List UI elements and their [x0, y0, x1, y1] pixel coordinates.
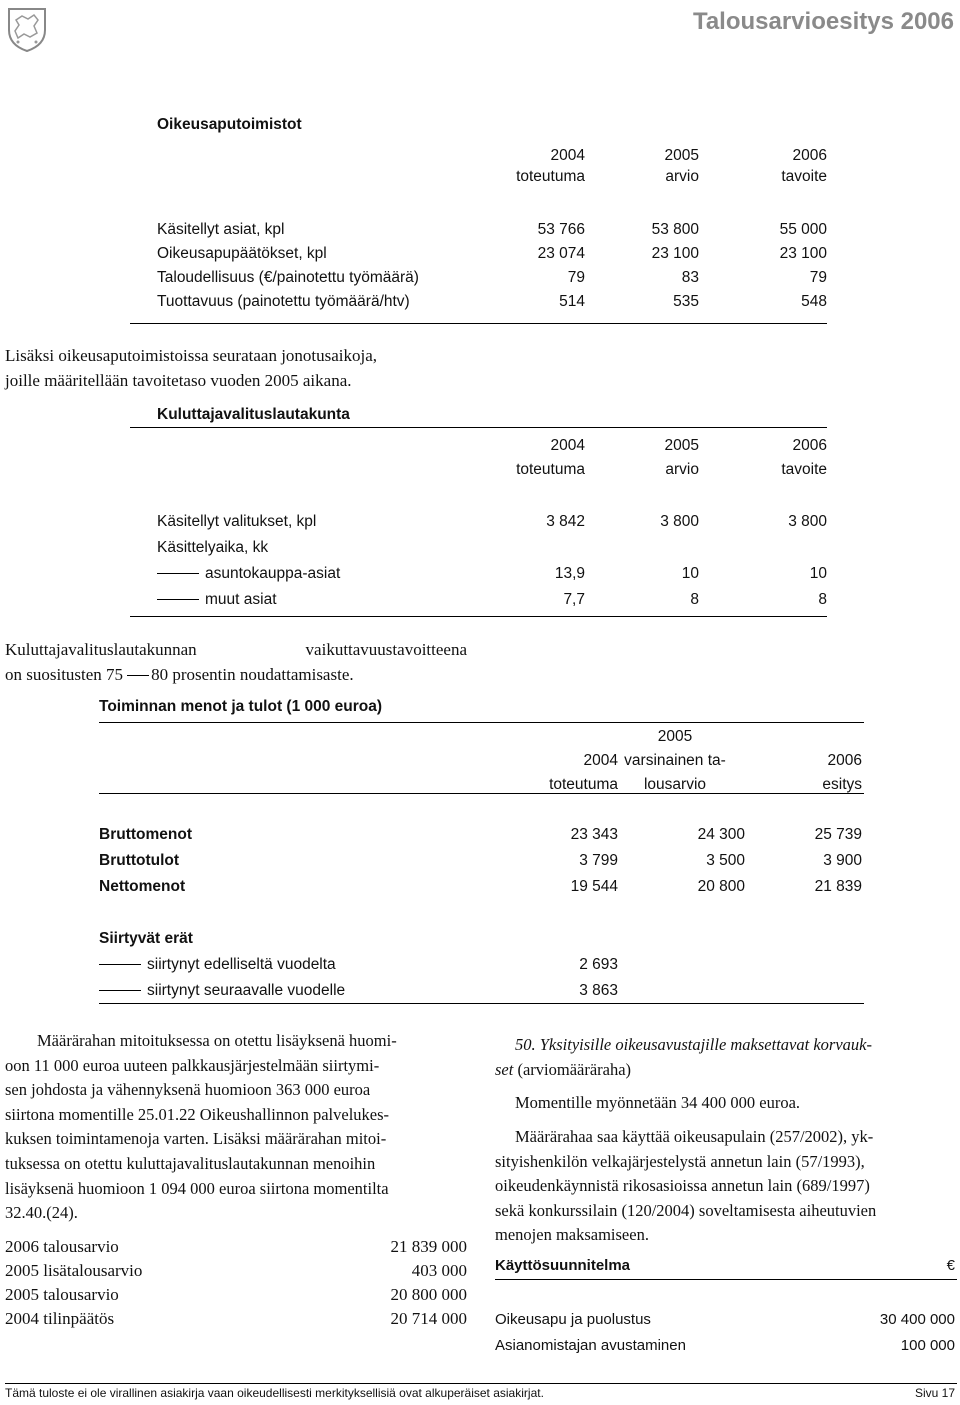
- col-header: 2006: [827, 752, 862, 769]
- currency-unit: €: [946, 1257, 955, 1274]
- page-number: Sivu 17: [914, 1386, 955, 1400]
- kayttosuunnitelma-title: Käyttösuunnitelma: [495, 1257, 631, 1274]
- divider: [130, 616, 827, 617]
- cell-value: 3 799: [579, 852, 618, 869]
- budget-value: 21 839 000: [390, 1237, 467, 1256]
- col-year: 2005: [664, 147, 699, 164]
- cell-value: 8: [818, 591, 827, 608]
- cell-value: 3 863: [579, 982, 618, 999]
- col-year: 2006: [792, 437, 827, 454]
- budget-label: 2005 lisätalousarvio: [5, 1261, 143, 1280]
- coat-of-arms-logo: [6, 6, 48, 52]
- note-text: on suositusten 75: [5, 664, 124, 684]
- col-year: 2005: [664, 437, 699, 454]
- cell-value: 53 766: [537, 221, 585, 238]
- col-header: toteutuma: [549, 776, 618, 793]
- table-row: [157, 535, 827, 561]
- row-label: Käsittelyaika, kk: [157, 539, 269, 556]
- budget-row: [5, 1283, 467, 1307]
- document-title: Talousarvioesitys 2006: [692, 8, 954, 35]
- text-line: oon 11 000 euroa uuteen palkkausjärjestelmään siirtymi-: [5, 1055, 380, 1075]
- row-label: Nettomenot: [99, 878, 186, 895]
- table-row: [157, 265, 827, 291]
- section-title-toiminnan-menot: Toiminnan menot ja tulot (1 000 euroa): [99, 698, 383, 715]
- text-line: Määrärahan mitoituksessa on otettu lisäyksenä huomi-: [37, 1031, 397, 1050]
- budget-value: 20 714 000: [390, 1309, 467, 1328]
- table-row: [157, 217, 827, 243]
- moment-heading-type: (arviomääräraha): [513, 1059, 632, 1079]
- row-label: Bruttomenot: [99, 826, 192, 843]
- cell-value: 19 544: [570, 878, 618, 895]
- cell-value: 3 900: [823, 852, 862, 869]
- budget-value: 20 800 000: [390, 1285, 467, 1304]
- note-text: vaikuttavuustavoitteena: [305, 640, 467, 659]
- cell-value: 100 000: [900, 1337, 955, 1354]
- cell-value: 23 100: [651, 245, 699, 262]
- budget-row: [5, 1259, 467, 1283]
- table-row: [99, 952, 862, 978]
- table-row: [495, 1307, 955, 1333]
- col-label: toteutuma: [516, 168, 585, 185]
- moment-heading: set: [495, 1059, 514, 1079]
- col-year: 2004: [550, 147, 585, 164]
- divider: [130, 323, 827, 324]
- col-header: lousarvio: [643, 776, 707, 793]
- cell-value: 2 693: [579, 956, 618, 973]
- left-paragraph: [5, 1029, 467, 1226]
- footer-divider: [5, 1383, 957, 1384]
- table-row: [99, 874, 862, 900]
- note-oikeusapu: [5, 344, 377, 393]
- cell-value: 79: [567, 269, 585, 286]
- text-line: 32.40.(24).: [5, 1203, 78, 1223]
- cell-value: 23 343: [570, 826, 618, 843]
- note-kuluttaja: [5, 638, 467, 687]
- table-row: [157, 241, 827, 267]
- table-row: [157, 509, 827, 535]
- cell-value: 548: [801, 293, 827, 310]
- text-line: menojen maksamiseen.: [495, 1225, 649, 1244]
- row-label: siirtynyt seuraavalle vuodelle: [147, 982, 346, 999]
- cell-value: 53 800: [651, 221, 699, 238]
- row-label: asuntokauppa-asiat: [205, 565, 341, 582]
- cell-value: 7,7: [563, 591, 585, 608]
- dash: [157, 599, 199, 600]
- col-header: esitys: [822, 776, 862, 793]
- right-p1: Momentille myönnetään 34 400 000 euroa.: [515, 1093, 801, 1112]
- row-label: Tuottavuus (painotettu työmäärä/htv): [157, 293, 410, 310]
- cell-value: 3 500: [706, 852, 745, 869]
- text-line: kuksen toimintamenoja varten. Lisäksi määrärahan mitoi-: [5, 1129, 387, 1149]
- budget-label: 2006 talousarvio: [5, 1237, 119, 1256]
- budget-label: 2005 talousarvio: [5, 1285, 119, 1304]
- table-row: [157, 289, 827, 315]
- kayttosuunnitelma-table: [495, 1307, 955, 1359]
- cell-value: 3 800: [660, 513, 699, 530]
- cell-value: 3 800: [788, 513, 827, 530]
- row-label: Käsitellyt asiat, kpl: [157, 221, 285, 238]
- cell-value: 55 000: [779, 221, 827, 238]
- note-line: joille määritellään tavoitetaso vuoden 2005 aikana.: [5, 370, 352, 390]
- table-row: [495, 1333, 955, 1359]
- table-row: [99, 978, 862, 1004]
- col-header: 2004: [583, 752, 618, 769]
- cell-value: 20 800: [697, 878, 745, 895]
- cell-value: 23 100: [779, 245, 827, 262]
- col-year: 2006: [792, 147, 827, 164]
- kayttosuunnitelma-header: [495, 1255, 955, 1277]
- table-oikeusapu: [157, 143, 827, 313]
- cell-value: 79: [809, 269, 827, 286]
- row-label: Taloudellisuus (€/painotettu työmäärä): [157, 269, 419, 286]
- row-label: Käsitellyt valitukset, kpl: [157, 513, 317, 530]
- budget-label: 2004 tilinpäätös: [5, 1309, 115, 1328]
- budget-table: [5, 1235, 467, 1331]
- cell-value: 30 400 000: [879, 1311, 955, 1328]
- cell-value: 10: [681, 565, 699, 582]
- note-text: Kuluttajavalituslautakunnan: [5, 640, 197, 659]
- budget-value: 403 000: [411, 1261, 467, 1280]
- text-line: sen johdosta ja vähennyksenä huomioon 363 000 euroa: [5, 1080, 371, 1100]
- table-row: [99, 848, 862, 874]
- col-label: tavoite: [781, 461, 827, 478]
- right-p2: [495, 1125, 957, 1248]
- note-text: 80 prosentin noudattamisaste.: [151, 664, 354, 684]
- col-header: varsinainen ta-: [624, 752, 726, 769]
- cell-value: 8: [690, 591, 699, 608]
- divider: [99, 722, 864, 723]
- cell-value: 13,9: [554, 565, 585, 582]
- row-label: Siirtyvät erät: [99, 930, 193, 947]
- cell-value: 10: [809, 565, 827, 582]
- budget-row: [5, 1235, 467, 1259]
- table-toiminnan: [99, 724, 862, 1004]
- col-year: 2004: [550, 437, 585, 454]
- row-label: Asianomistajan avustaminen: [495, 1337, 686, 1354]
- row-label: siirtynyt edelliseltä vuodelta: [147, 956, 336, 973]
- section-title-kuluttajavalituslautakunta: Kuluttajavalituslautakunta: [157, 406, 350, 423]
- cell-value: 23 074: [537, 245, 585, 262]
- divider: [99, 793, 864, 794]
- text-line: lisäyksenä huomioon 1 094 000 euroa siirtona momentilta: [5, 1178, 389, 1198]
- divider: [99, 1003, 864, 1004]
- dash: [127, 675, 149, 676]
- cell-value: 24 300: [697, 826, 745, 843]
- col-label: tavoite: [781, 168, 827, 185]
- col-label: arvio: [665, 461, 699, 478]
- note-line: Lisäksi oikeusaputoimistoissa seurataan jonotusaikoja,: [5, 346, 378, 365]
- dash: [99, 990, 141, 991]
- right-heading: [495, 1033, 957, 1082]
- dash: [99, 964, 141, 965]
- budget-row: [5, 1307, 467, 1331]
- cell-value: 3 842: [546, 513, 585, 530]
- footer-text: Tämä tuloste ei ole virallinen asiakirja vaan oikeudellisesti merkityksellisiä ovat alkuperäiset asiakirjat.: [5, 1386, 544, 1400]
- table-row: [99, 822, 862, 848]
- row-label: Oikeusapupäätökset, kpl: [157, 245, 327, 262]
- row-label: Oikeusapu ja puolustus: [495, 1311, 651, 1328]
- text-line: oikeudenkäynnistä rikosasioissa annetun lain (689/1997): [495, 1176, 870, 1195]
- cell-value: 83: [681, 269, 699, 286]
- cell-value: 535: [673, 293, 699, 310]
- moment-heading: 50. Yksityisille oikeusavustajille maksettavat korvauk-: [515, 1035, 872, 1054]
- table-row: [157, 587, 827, 613]
- text-line: sekä konkurssilain (120/2004) soveltamisesta aiheutuvien: [495, 1200, 877, 1220]
- table-kuluttaja: [157, 433, 827, 613]
- col-header: 2005: [657, 728, 693, 745]
- divider: [130, 427, 827, 428]
- divider: [495, 1279, 957, 1280]
- text-line: tuksessa on otettu kuluttajavalituslautakunnan menoihin: [5, 1153, 376, 1173]
- row-label: Bruttotulot: [99, 852, 180, 869]
- section-title-oikeusaputoimistot: Oikeusaputoimistot: [157, 116, 302, 133]
- table-row: [157, 561, 827, 587]
- cell-value: 514: [559, 293, 585, 310]
- text-line: siirtona momentille 25.01.22 Oikeushallinnon palvelukes-: [5, 1104, 390, 1124]
- text-line: Määrärahaa saa käyttää oikeusapulain (257/2002), yk-: [515, 1127, 874, 1146]
- cell-value: 21 839: [814, 878, 862, 895]
- text-line: sityishenkilön velkajärjestelystä annetun lain (57/1993),: [495, 1151, 865, 1171]
- row-label: muut asiat: [205, 591, 277, 608]
- col-label: arvio: [665, 168, 699, 185]
- dash: [157, 573, 199, 574]
- cell-value: 25 739: [814, 826, 862, 843]
- col-label: toteutuma: [516, 461, 585, 478]
